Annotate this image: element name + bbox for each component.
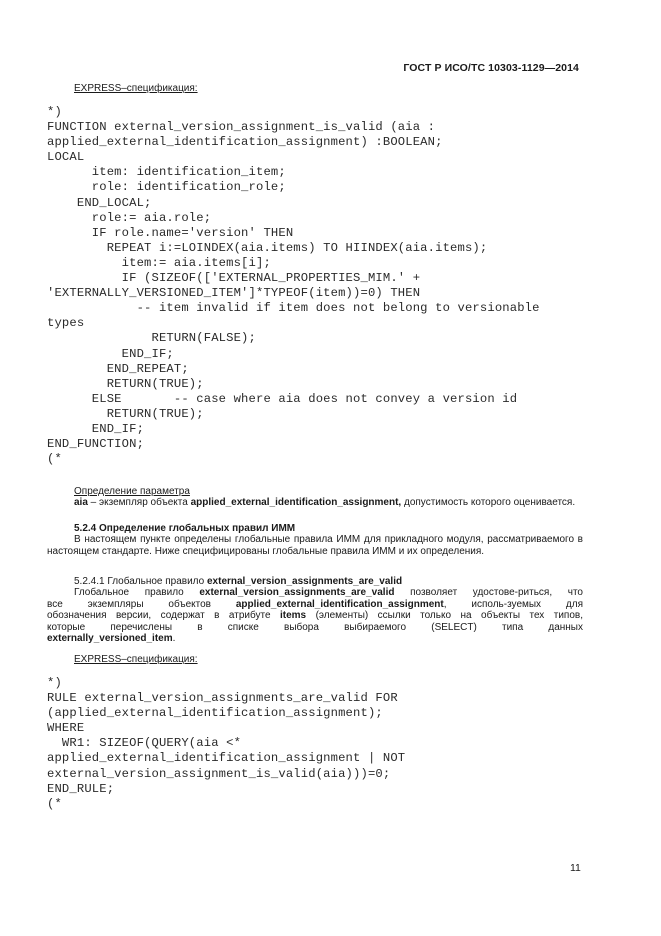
rule-text: Глобальное правило [74, 587, 200, 599]
param-name: aia [74, 497, 88, 509]
rule-text: обозначения версии, содержат в атрибуте [47, 610, 280, 622]
param-text-after: допустимость которого оценивается. [401, 497, 576, 509]
express-code-rule: *) RULE external_version_assignments_are_valid FOR (applied_external_identification_assignment); WHERE WR1: SIZEOF(QUERY(aia <* applied_external_identification_assignment | NOT external_version_assignment_is_valid(aia)))=0; END_RULE; (* [47, 676, 406, 811]
rule-text: позволяет удостове-риться, что [394, 587, 583, 599]
rule-text: . [172, 633, 176, 645]
section-body: В настоящем пункте определены глобальные правила ИММ для прикладного модуля, рассматриваемого в настоящем стандарте. Ниже специфицированы глобальные правила ИММ и их определения. [47, 534, 583, 557]
param-text: – экземпляр объекта [87, 497, 191, 509]
page-number: 11 [570, 862, 581, 874]
rule-text: которые перечислены в списке выбора выбираемого (SELECT) типа данных [47, 621, 583, 633]
param-entity: applied_external_identification_assignment, [190, 497, 402, 509]
rule-text: , исполь-зуемых для [443, 598, 584, 610]
express-code-function: *) FUNCTION external_version_assignment_is_valid (aia : applied_external_identification_assignment) :BOOLEAN; LOCAL item: identification_item; role: identification_role; END_LOCAL; role:= aia.role; IF role.name='version' THEN REPEAT i:=LOINDEX(aia.items) TO HIINDEX(aia.items); item:= aia.items[i]; IF (SIZEOF(['EXTERNAL_PROPERTIES_MIM.' + 'EXTERNALLY_VERSIONED_ITEM']*TYPEOF(item))=0) THEN -- item invalid if item does not belong to versionable types RETURN(FALSE); END_IF; END_REPEAT; RETURN(TRUE); ELSE -- case where aia does not convey a version id RETURN(TRUE); END_IF; END_FUNCTION; (* [47, 105, 540, 467]
parameter-definition [47, 486, 583, 509]
rule-5-2-4-1 [47, 576, 583, 644]
section-5-2-4 [47, 523, 583, 557]
attribute-ref: items [279, 610, 307, 622]
rule-text: все экземпляры объектов [47, 598, 236, 610]
section-heading: 5.2.4 Определение глобальных правил ИММ [74, 523, 296, 534]
rule-name-ref: external_version_assignments_are_valid [199, 587, 395, 599]
express-spec-label-2: EXPRESS–спецификация: [74, 654, 198, 665]
entity-ref: applied_external_identification_assignment [235, 598, 444, 610]
param-heading: Определение параметра [74, 486, 190, 497]
rule-heading-name: external_version_assignments_are_valid [206, 576, 403, 587]
rule-text: (элементы) ссылки только на объекты тех типов, [306, 610, 584, 622]
document-header: ГОСТ Р ИСО/ТС 10303-1129—2014 [403, 62, 579, 74]
type-ref: externally_versioned_item [47, 633, 173, 645]
express-spec-label: EXPRESS–спецификация: [74, 83, 198, 94]
rule-heading-prefix: 5.2.4.1 Глобальное правило [74, 576, 207, 587]
